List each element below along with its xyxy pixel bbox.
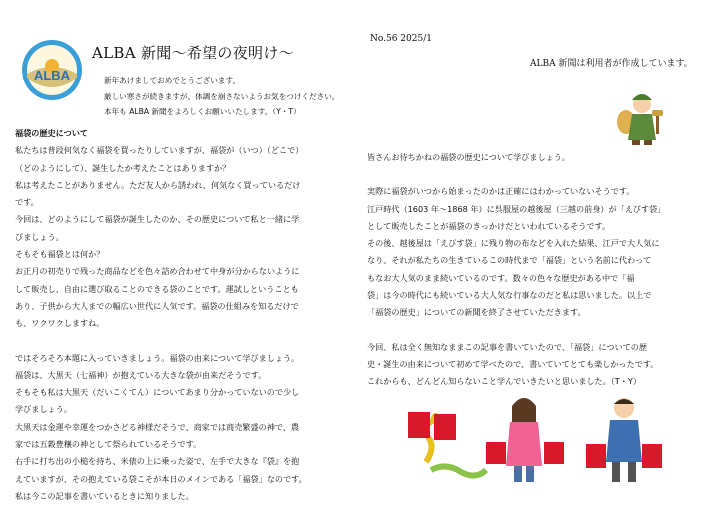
- issue-number: No.56 2025/1: [370, 34, 432, 44]
- lucky-bag-illustration: [406, 392, 706, 488]
- newsletter-title: ALBA 新聞～希望の夜明け～: [92, 44, 294, 62]
- text-line: 私は今この記事を書いているときに知りました。: [15, 490, 194, 501]
- text-line: もなお大人気のまま続いているのです。数々の色々な歴史がある中で「福: [367, 272, 635, 283]
- man-figure: [586, 398, 662, 482]
- greeting-line: 本年も ALBA 新聞をよろしくお願いいたします。（Y・T）: [104, 107, 301, 116]
- text-line: 右手に打ち出の小槌を持ち、米俵の上に乗った姿で、左手で大きな『袋』を抱: [15, 456, 300, 467]
- text-line: えていますが、その抱えている袋こそが本日のメインである「福袋」なのです。: [15, 473, 307, 484]
- text-line: です。: [15, 197, 39, 208]
- text-line: 江戸時代（1603 年～1868 年）に呉服屋の越後屋（三越の前身）が「えびす袋」: [367, 203, 666, 214]
- text-line: 家では五穀豊穣の神として祭られているそうです。: [15, 439, 202, 450]
- text-line: お正月の初売りで残った商品などを色々詰め合わせて中身が分からないように: [15, 266, 300, 277]
- text-line: 袋」は今の時代にも続いている大人気な行事なのだと私は思いました。以上で: [367, 290, 652, 301]
- text-line: として販売したことが福袋のきっかけだといわれているそうです。: [367, 220, 611, 231]
- text-line: 今回は、どのようにして福袋が誕生したのか、その歴史について私と一緒に学: [15, 214, 300, 225]
- right-column: [367, 149, 712, 391]
- alba-logo: [20, 38, 84, 102]
- text-line: 実際に福袋がいつから始まったのかは正確にはわかっていないそうです。: [367, 186, 635, 197]
- text-line: 学びましょう。: [15, 404, 72, 415]
- text-line: そもそも私は大黒天（だいこくてん）についてあまり分かっていないので少し: [15, 387, 300, 398]
- text-line: 福袋は、大黒天（七福神）が抱えている大きな袋が由来だそうです。: [15, 369, 267, 380]
- text-line: 今回、私は全く無知なままこの記事を書いていたので、「福袋」についての歴: [367, 341, 647, 352]
- text-line: 私たちは普段何気なく福袋を買ったりしていますが、福袋が（いつ）（どこで）: [15, 145, 304, 156]
- section-heading: 福袋の歴史について: [15, 128, 88, 138]
- text-line: 史・誕生の由来について初めて学べたので、書いていてとても楽しかったです。: [367, 358, 659, 369]
- text-line: 皆さんお待ちかねの福袋の歴史について学びましょう。: [367, 152, 570, 162]
- text-line: して販売し、自由に選び取ることのできる袋のことです。運試しということも: [15, 283, 299, 294]
- text-line: 「福袋の歴史」についての新聞を終了させていただきます。: [367, 307, 586, 318]
- text-line: そもそも福袋とは何か？: [15, 249, 105, 260]
- left-column: [15, 125, 360, 505]
- text-line: びましょう。: [15, 231, 64, 242]
- woman-figure: [486, 398, 564, 482]
- logo-text: ALBA: [33, 68, 71, 83]
- greeting: [104, 73, 339, 120]
- text-line: ではそろそろ本題に入っていきましょう。福袋の由来について学びましょう。: [15, 352, 300, 363]
- byline: ALBA 新聞は利用者が作成しています。: [530, 59, 693, 69]
- greeting-line: 厳しい寒さが続きますが、体調を崩さないようお気をつけください。: [104, 91, 340, 101]
- daikokuten-illustration: [612, 84, 670, 146]
- snake-figure: [408, 412, 486, 476]
- text-line: あり、子供から大人までの幅広い世代に人気です。福袋の仕組みを知るだけで: [15, 300, 299, 311]
- text-line: なり、それが私たちの生きているこの時代まで「福袋」という名前に代わって: [367, 255, 652, 266]
- greeting-line: 新年あけましておめでとうございます。: [104, 76, 241, 85]
- text-line: も、ワクワクしますね。: [15, 318, 105, 329]
- text-line: 大黒天は金運や幸運をつかさどる神様だそうで、商家では商売繁盛の神で、農: [15, 421, 300, 432]
- text-line: （どのようにして）、誕生したか考えたことはありますか？: [15, 162, 231, 173]
- text-line: 私は考えたことがありません。ただ友人から誘われ、何気なく買っているだけ: [15, 179, 301, 190]
- text-line: これからも、どんどん知らないこと学んでいきたいと思いました。（T・Y）: [367, 376, 641, 387]
- text-line: その後、越後屋は「えびす袋」に残り物の布などを入れた結果、江戸で大人気に: [367, 238, 660, 249]
